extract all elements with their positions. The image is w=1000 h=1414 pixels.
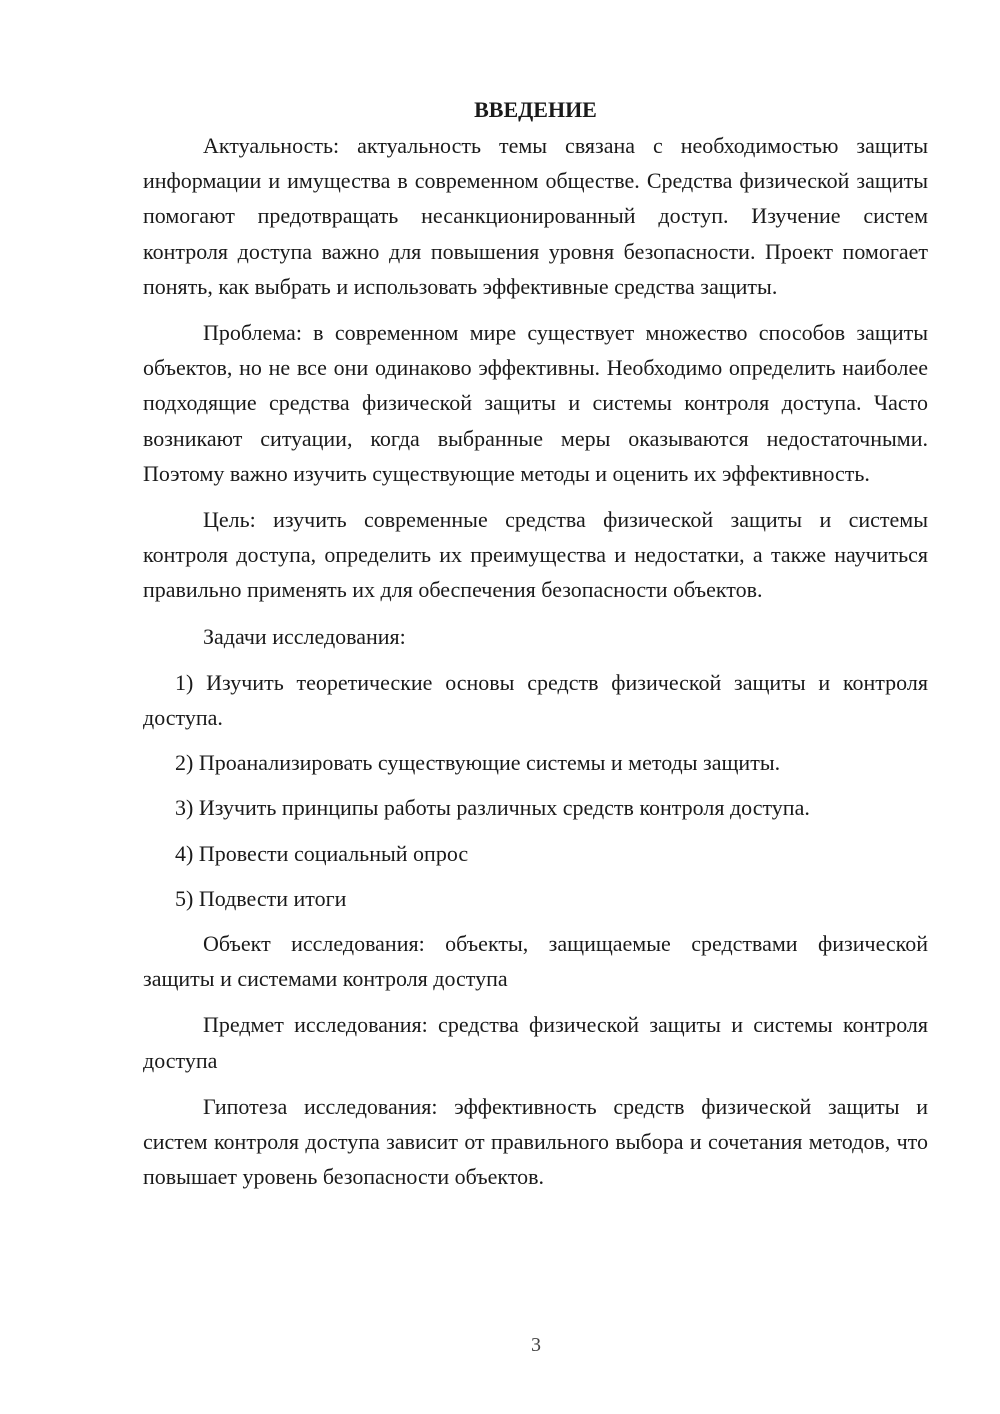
- paragraph-problem: Проблема: в современном мире существует множество способов защиты объектов, но не все они одинаково эффективны. Необходимо определить наиболее подходящие средства физической защиты и системы контроля доступа. Часто возникают ситуации, когда выбранные меры оказываются недостаточными. Поэтому важно изучить существующие методы и оценить их эффективность.: [143, 320, 928, 486]
- paragraph-goal: Цель: изучить современные средства физической защиты и системы контроля доступа, определить их преимущества и недостатки, а также научиться правильно применять их для обеспечения безопасности объектов.: [143, 507, 928, 603]
- paragraph-relevance: Актуальность: актуальность темы связана с необходимостью защиты информации и имущества в современном обществе. Средства физической защиты помогают предотвращать несанкционированный доступ. Изучение систем контроля доступа важно для повышения уровня безопасности. Проект помогает понять, как выбрать и использовать эффективные средства защиты.: [143, 133, 928, 299]
- paragraph-hypothesis: Гипотеза исследования: эффективность средств физической защиты и систем контроля доступа зависит от правильного выбора и сочетания методов, что повышает уровень безопасности объектов.: [143, 1093, 928, 1190]
- page-title: ВВЕДЕНИЕ: [474, 97, 597, 122]
- tasks-heading: Задачи исследования:: [203, 623, 406, 649]
- task-item-2: 2) Проанализировать существующие системы и методы защиты.: [175, 750, 781, 776]
- task-item-4: 4) Провести социальный опрос: [175, 840, 469, 866]
- paragraph-object: Объект исследования: объекты, защищаемые средствами физической защиты и системами контроля доступа: [143, 931, 928, 992]
- paragraph-subject: Предмет исследования: средства физической защиты и системы контроля доступа: [143, 1012, 928, 1073]
- task-item-1: 1) Изучить теоретические основы средств физической защиты и контроля доступа.: [143, 669, 928, 731]
- task-item-3: 3) Изучить принципы работы различных средств контроля доступа.: [175, 795, 810, 821]
- page-number: 3: [531, 1334, 541, 1356]
- document-page: [143, 94, 928, 1205]
- task-item-5: 5) Подвести итоги: [175, 885, 347, 911]
